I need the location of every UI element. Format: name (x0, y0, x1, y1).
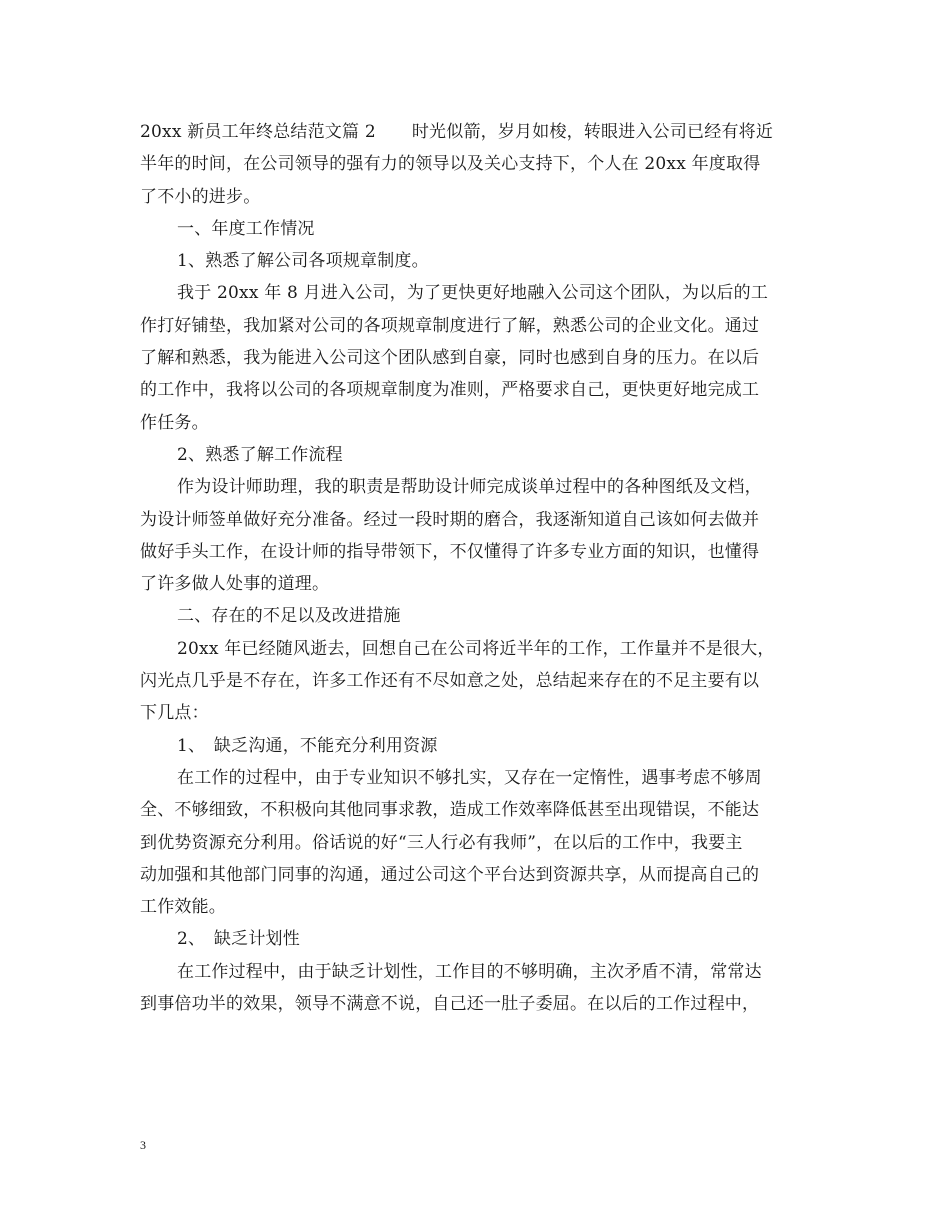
section-heading: 二、存在的不足以及改进措施 (177, 606, 401, 627)
document-body (140, 116, 812, 1020)
body-text-line: 工作效能。 (140, 897, 226, 918)
paragraph-first-line: 20xx 年已经随风逝去，回想自己在公司将近半年的工作，工作量并不是很大， (177, 638, 775, 659)
body-text-line: 全、不够细致，不积极向其他同事求教，造成工作效率降低甚至出现错误，不能达 (140, 800, 760, 821)
subsection-heading: 2、熟悉了解工作流程 (177, 444, 343, 465)
body-text-line: 到优势资源充分利用。俗话说的好“三人行必有我师”，在以后的工作中，我要主 (140, 832, 743, 853)
section-heading: 一、年度工作情况 (177, 218, 315, 239)
page-number: 3 (140, 1138, 146, 1152)
body-text-line: 下几点： (140, 703, 209, 724)
body-text-line: 了解和熟悉，我为能进入公司这个团队感到自豪，同时也感到自身的压力。在以后 (140, 348, 760, 369)
body-text-line: 半年的时间，在公司领导的强有力的领导以及关心支持下，个人在 20xx 年度取得 (140, 154, 761, 175)
body-text-line: 为设计师签单做好充分准备。经过一段时期的磨合，我逐渐知道自己该如何去做并 (140, 509, 760, 530)
body-text-line: 作打好铺垫，我加紧对公司的各项规章制度进行了解，熟悉公司的企业文化。通过 (140, 315, 760, 336)
title-line (140, 116, 812, 148)
body-text-line: 闪光点几乎是不存在，许多工作还有不尽如意之处，总结起来存在的不足主要有以 (140, 671, 760, 692)
body-text-line: 了不小的进步。 (140, 186, 261, 207)
body-text-line: 到事倍功半的效果，领导不满意不说，自己还一肚子委屈。在以后的工作过程中， (140, 994, 760, 1015)
body-text-line: 动加强和其他部门同事的沟通，通过公司这个平台达到资源共享，从而提高自己的 (140, 864, 760, 885)
paragraph-first-line: 作为设计师助理，我的职责是帮助设计师完成谈单过程中的各种图纸及文档， (177, 477, 762, 498)
paragraph-first-line: 在工作的过程中，由于专业知识不够扎实，又存在一定惰性，遇事考虑不够周 (177, 767, 762, 788)
paragraph-first-line: 在工作过程中，由于缺乏计划性，工作目的不够明确，主次矛盾不清，常常达 (177, 961, 762, 982)
subsection-heading: 1、熟悉了解公司各项规章制度。 (177, 251, 429, 272)
body-text-line: 了许多做人处事的道理。 (140, 574, 330, 595)
body-text-line: 时光似箭，岁月如梭，转眼进入公司已经有将近 (411, 122, 774, 142)
body-text-line: 的工作中，我将以公司的各项规章制度为准则，严格要求自己，更快更好地完成工 (140, 380, 760, 401)
body-text-line: 做好手头工作，在设计师的指导带领下，不仅懂得了许多专业方面的知识，也懂得 (140, 541, 760, 562)
subsection-heading: 1、 缺乏沟通，不能充分利用资源 (177, 735, 438, 756)
subsection-heading: 2、 缺乏计划性 (177, 929, 300, 950)
paragraph-first-line: 我于 20xx 年 8 月进入公司，为了更快更好地融入公司这个团队，为以后的工 (177, 283, 769, 304)
body-text-line: 作任务。 (140, 412, 209, 433)
document-title: 20xx 新员工年终总结范文篇 2 (140, 122, 376, 142)
